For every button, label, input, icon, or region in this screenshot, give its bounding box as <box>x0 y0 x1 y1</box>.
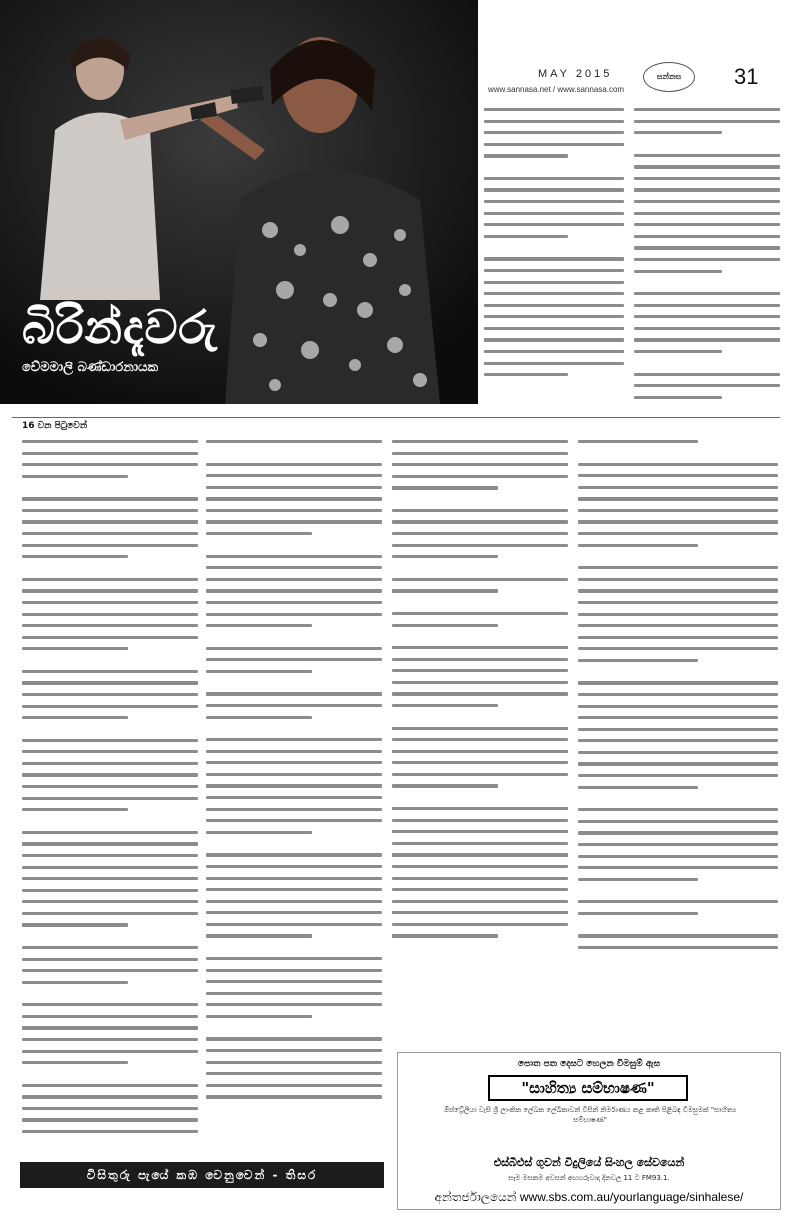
article-byline: චේමමාලි බණ්ඩාරනායක <box>22 360 159 375</box>
text-column-top-2 <box>634 108 780 408</box>
masthead-logo: සන්නස <box>643 62 695 92</box>
ad-station: එස්බීඑස් ගුවන් විදුලියේ සිංහල සේවයෙන් <box>493 1156 685 1169</box>
hero-photo <box>0 0 478 404</box>
issue-date: MAY 2015 <box>538 68 613 80</box>
page-header <box>478 60 782 100</box>
section-divider <box>12 417 780 418</box>
ad-kicker: පොත පත දෙසට හෙලන විමසුම් ඇස <box>517 1059 661 1069</box>
text-column-4 <box>578 440 778 1040</box>
text-column-2 <box>206 440 382 1160</box>
ad-url[interactable]: අන්තර්ජාලයෙන් www.sbs.com.au/yourlanguage/sinhalese/ <box>434 1190 744 1204</box>
article-title: බිරින්දෑවරු <box>22 300 218 354</box>
text-column-top-1 <box>484 108 624 408</box>
ad-frequency: සෑම මසකම අවසන් අඟහරුවාදා දිනවල 11 ට FM93.1. <box>508 1174 670 1182</box>
footer-banner: විසිතුරු පැයේ කඹ වෙනුවෙන් - තිසර <box>20 1162 384 1188</box>
page-number: 31 <box>734 64 759 89</box>
ad-body: ඕස්ට්‍රේලියා වැසි ශ්‍රී ලාංකික ලේඛක ලේඛිකාවන් විසින් නිර්මාණය කළ කෘති පිළිබඳ විමසුමක් "සාහිත්‍ය සම්භාෂණ" <box>443 1106 737 1124</box>
text-column-3 <box>392 440 568 1040</box>
website-url: www.sannasa.net / www.sannasa.com <box>488 85 625 94</box>
continued-from-tag: 16 වන පිටුවෙන් <box>22 421 88 431</box>
text-column-1 <box>22 440 198 1160</box>
radio-advertisement <box>397 1052 781 1210</box>
ad-title: "සාහිත්‍ය සම්භාෂණ" <box>488 1075 688 1101</box>
